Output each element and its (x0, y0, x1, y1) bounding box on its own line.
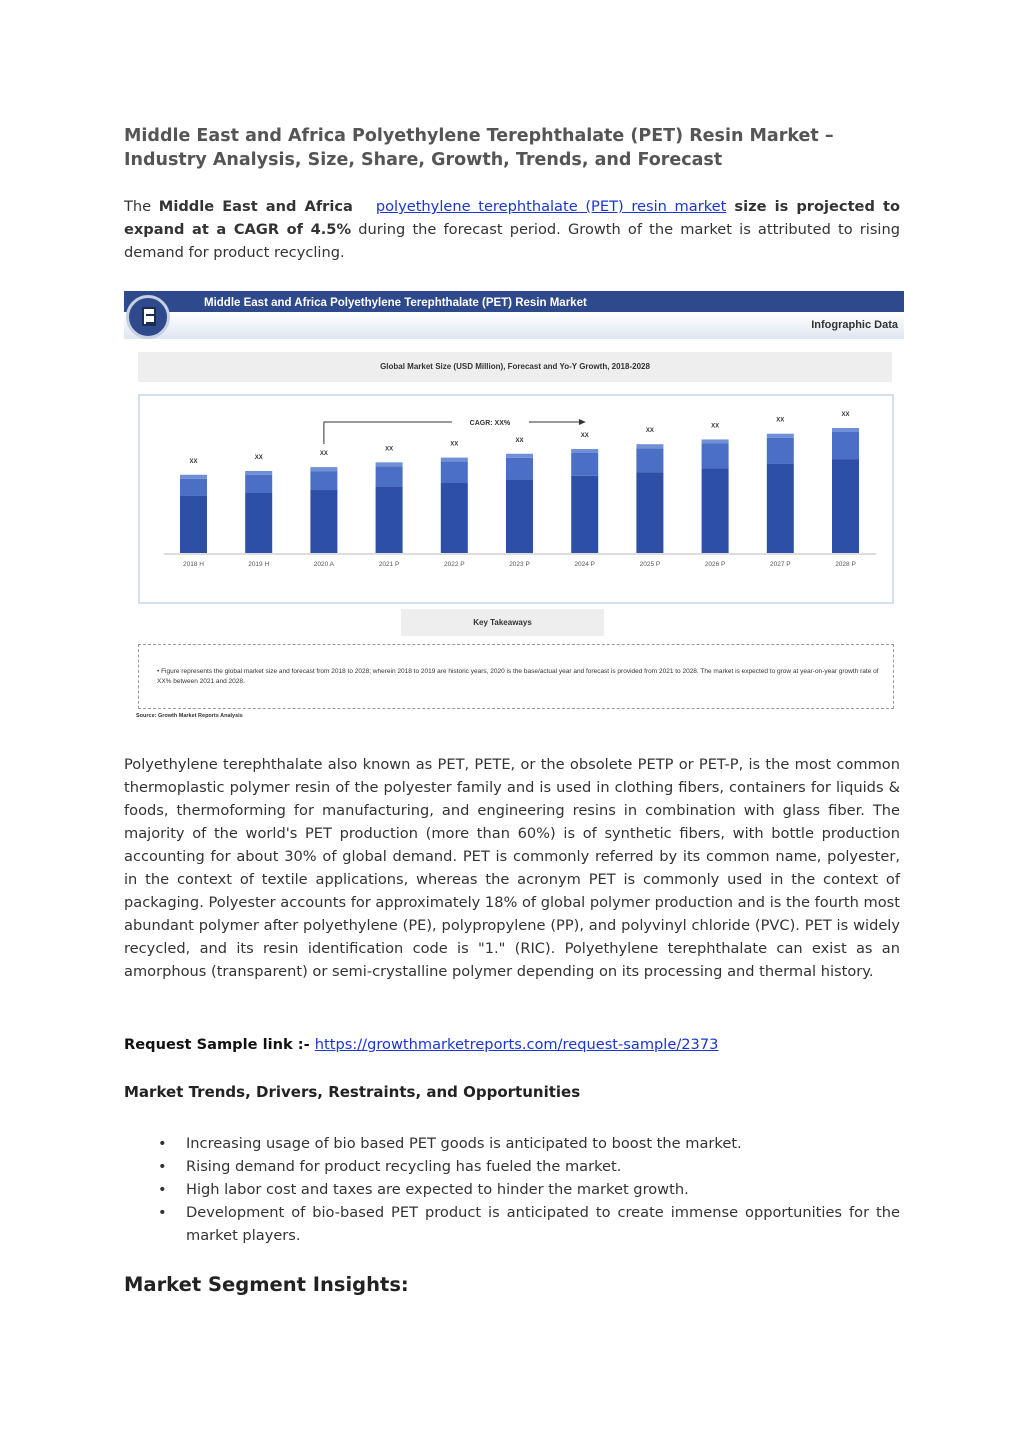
cagr-bracket (324, 422, 452, 444)
market-link[interactable]: polyethylene terephthalate (PET) resin market (375, 198, 727, 215)
intro-bold-cagr: size is projected to expand at a CAGR of 4.5% (124, 198, 900, 238)
data-label: XX (254, 454, 263, 461)
x-tick-label: 2021 P (378, 561, 400, 568)
bar-cap (506, 454, 533, 458)
bar-segment (180, 479, 207, 496)
cagr-arrow-head (579, 419, 586, 425)
bar (767, 464, 794, 553)
data-label: XX (645, 428, 654, 435)
key-takeaways-label: Key Takeaways (401, 609, 604, 636)
bar (636, 472, 663, 553)
bar (702, 468, 729, 553)
bar-cap (245, 471, 272, 475)
x-tick-label: 2018 H (183, 561, 204, 568)
list-item: • Increasing usage of bio based PET goods is anticipated to boost the market. (124, 1132, 900, 1155)
intro-bold-region: Middle East and Africa (158, 198, 353, 215)
chart-title: Global Market Size (USD Million), Forecast and Yo-Y Growth, 2018-2028 (138, 352, 892, 382)
bar-segment (636, 448, 663, 472)
x-tick-label: 2027 P (769, 561, 791, 568)
data-label: XX (385, 446, 394, 453)
bar-segment (702, 443, 729, 468)
segment-insights-heading: Market Segment Insights: (124, 1273, 409, 1296)
x-tick-label: 2019 H (248, 561, 270, 568)
intro-text-2: during the forecast period. Growth of the market is attributed to rising demand for product recycling. (124, 221, 900, 261)
infographic-banner-title: Middle East and Africa Polyethylene Terephthalate (PET) Resin Market (204, 297, 587, 309)
bar-cap (832, 428, 859, 432)
bar (376, 486, 403, 553)
bar-chart (140, 396, 892, 602)
takeaways-note-box (138, 644, 894, 709)
x-tick-label: 2026 P (704, 561, 726, 568)
x-tick-label: 2024 P (574, 561, 596, 568)
bar-cap (571, 449, 598, 453)
bar (832, 460, 859, 554)
document-icon (126, 295, 170, 339)
x-tick-label: 2020 A (313, 561, 335, 568)
request-sample-line (124, 1033, 900, 1056)
bar (571, 476, 598, 553)
infographic-banner (124, 291, 904, 339)
trends-list (124, 1132, 900, 1247)
bar-cap (376, 462, 403, 466)
x-tick-label: 2028 P (835, 561, 856, 568)
bar-segment (376, 466, 403, 486)
x-tick-label: 2023 P (509, 561, 530, 568)
takeaways-note: • Figure represents the global market size and forecast from 2018 to 2028; wherein 2018 to 2019 are historic years, 2020 is the base/actual year and forecast is provided from 2021 to 2028. The market is expected to grow at year-on-year growth rate of XX% between 2021 and 2028. (157, 668, 879, 685)
request-sample-label: Request Sample link :- (124, 1036, 315, 1053)
intro-text-1: The (124, 198, 159, 215)
data-label: XX (711, 423, 720, 430)
bar-cap (702, 439, 729, 443)
bar-segment (245, 475, 272, 493)
list-item: • High labor cost and taxes are expected to hinder the market growth. (124, 1178, 900, 1201)
bar (310, 490, 337, 553)
data-label: XX (450, 441, 459, 448)
list-item: • Development of bio-based PET product is anticipated to create immense opportunities for the market players. (124, 1201, 900, 1247)
bar-cap (636, 444, 663, 448)
x-tick-label: 2022 P (443, 561, 465, 568)
bar-segment (571, 453, 598, 476)
data-label: XX (319, 451, 328, 458)
bar-cap (180, 475, 207, 479)
list-item: • Rising demand for product recycling has fueled the market. (124, 1155, 900, 1178)
intro-paragraph (124, 195, 900, 264)
request-sample-link[interactable]: https://growthmarketreports.com/request-sample/2373 (314, 1036, 719, 1053)
cagr-label: CAGR: XX% (469, 420, 511, 427)
infographic-banner-subtitle: Infographic Data (811, 319, 898, 331)
bar-cap (310, 467, 337, 471)
bar-segment (441, 462, 468, 483)
data-label: XX (515, 437, 524, 444)
title-line-2: Industry Analysis, Size, Share, Growth, Trends, and Forecast (124, 150, 723, 170)
bar-cap (441, 458, 468, 462)
data-label: XX (189, 458, 198, 465)
chart-frame (138, 394, 894, 604)
infographic-source: Source: Growth Market Reports Analysis (136, 713, 243, 719)
bar (245, 493, 272, 553)
document-title (124, 124, 904, 172)
data-label: XX (841, 412, 850, 418)
bar-cap (767, 434, 794, 438)
bar (441, 483, 468, 553)
x-tick-label: 2025 P (639, 561, 661, 568)
bar-segment (506, 458, 533, 480)
pet-description-paragraph: Polyethylene terephthalate also known as PET, PETE, or the obsolete PETP or PET-P, is the most common thermoplastic polymer resin of the polyester family and is used in clothing fibers, containers for liquids & foods, thermoforming for manufacturing, and engineering resins in combination with glass fiber. The majority of the world's PET production (more than 60%) is of synthetic fibers, with bottle production accounting for about 30% of global demand. PET is commonly referred by its common name, polyester, in the context of textile applications, whereas the acronym PET is commonly used in the context of packaging. Polyester accounts for approximately 18% of global polymer production and is the fourth most abundant polymer after polyethylene (PE), polypropylene (PP), and polyvinyl chloride (PVC). PET is widely recycled, and its resin identification code is "1." (RIC). Polyethylene terephthalate can exist as an amorphous (transparent) or semi-crystalline polymer depending on its processing and thermal history. (124, 756, 900, 980)
data-label: XX (776, 417, 785, 424)
trends-heading: Market Trends, Drivers, Restraints, and Opportunities (124, 1083, 581, 1101)
bar (180, 496, 207, 553)
bar (506, 480, 533, 553)
bar-segment (310, 471, 337, 490)
data-label: XX (580, 432, 589, 439)
bar-segment (767, 438, 794, 464)
bar-segment (832, 432, 859, 460)
title-line-1: Middle East and Africa Polyethylene Terephthalate (PET) Resin Market – (124, 126, 834, 146)
infographic (124, 289, 904, 725)
